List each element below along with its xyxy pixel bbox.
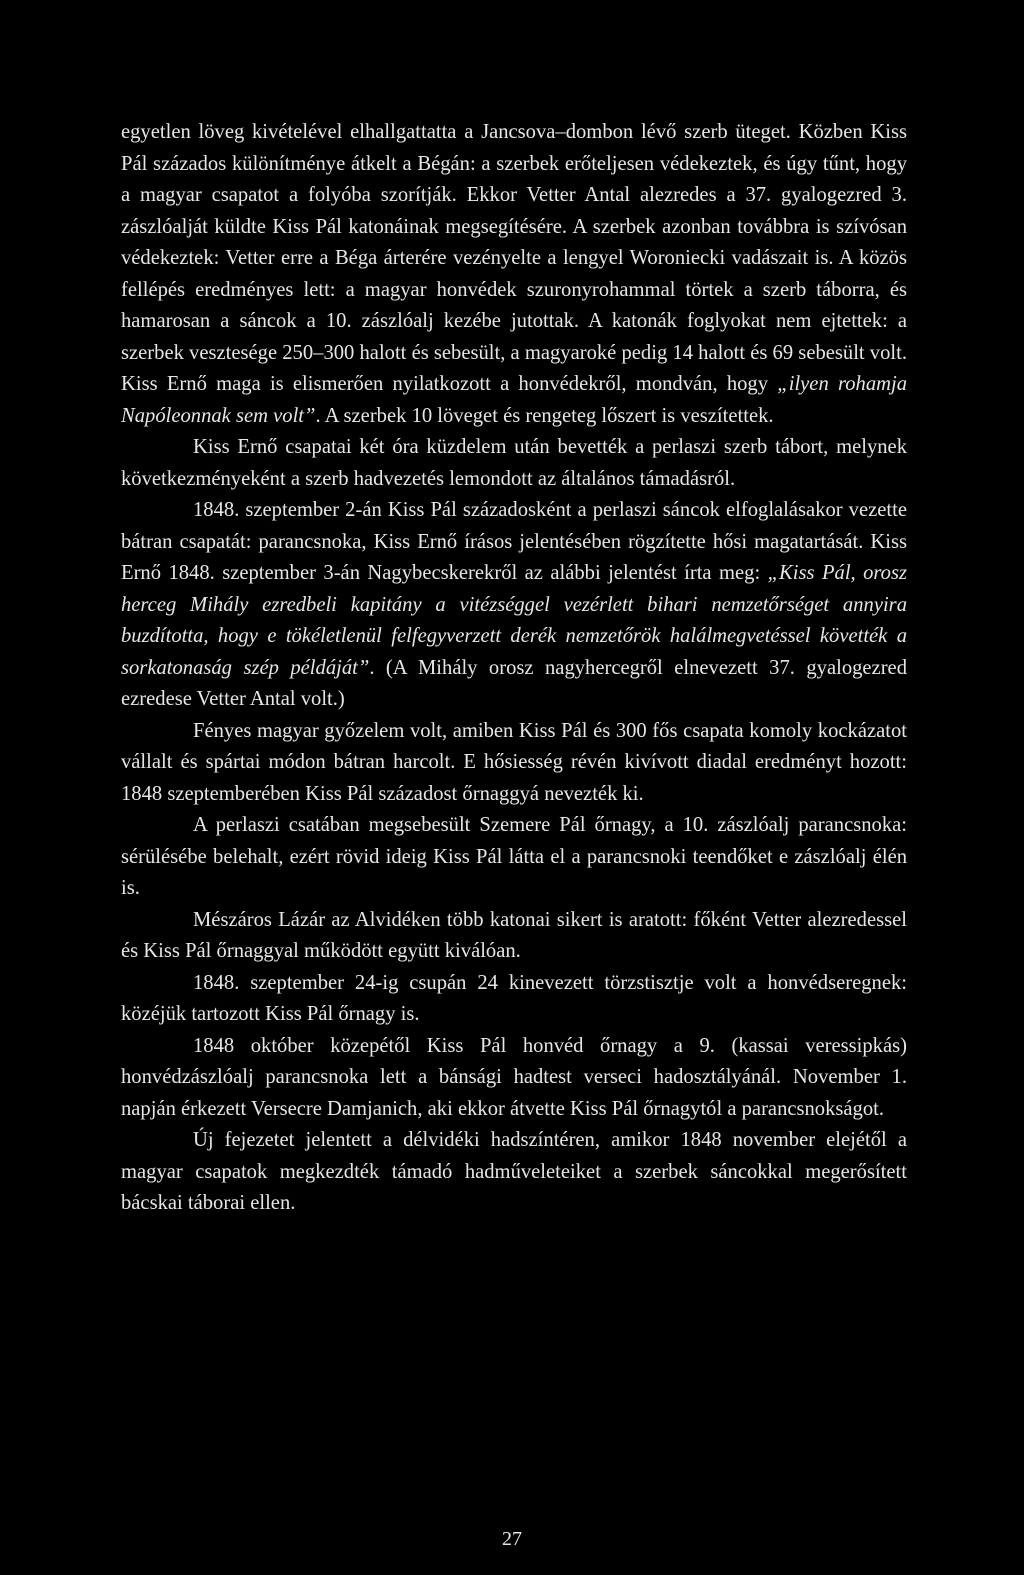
- paragraph: [121, 432, 907, 495]
- text-run: 1848. szeptember 2-án Kiss Pál századosként a perlaszi sáncok elfoglalásakor vezette bátran csapatát: parancsnoka, Kiss Ernő írásos jelentésében rögzítette hősi magatartását. Kiss Ernő 1848. szeptember 3-án Nagybecskerekről az alábbi jelentést írta meg:: [121, 499, 907, 584]
- quote-run: „Kiss Pál, orosz herceg Mihály ezredbeli kapitány a vitézséggel vezérlett bihari nemzetőrséget annyira buzdította, hogy e tökéletlenül felfegyverzett derék nemzetőrök halálmegvetéssel követték a sorkatonaság szép példáját”: [121, 562, 907, 679]
- text-run: 1848 október közepétől Kiss Pál honvéd őrnagy a 9. (kassai veressipkás) honvédzászlóalj parancsnoka lett a bánsági hadtest verseci hadosztályánál. November 1. napján érkezett Versecre Damjanich, aki ekkor átvette Kiss Pál őrnagytól a parancsnokságot.: [121, 1034, 907, 1120]
- page-body: [121, 117, 907, 1220]
- text-run: Kiss Ernő csapatai két óra küzdelem után bevették a perlaszi szerb tábort, melynek következményeként a szerb hadvezetés lemondott az általános támadásról.: [121, 436, 907, 490]
- paragraph: [121, 117, 907, 432]
- paragraph: [121, 810, 907, 905]
- paragraph: [121, 968, 907, 1031]
- text-run: Fényes magyar győzelem volt, amiben Kiss Pál és 300 fős csapata komoly kockázatot vállalt és spártai módon bátran harcolt. E hősiesség révén kivívott diadal eredményt hozott: 1848 szeptemberében Kiss Pál századost őrnaggyá nevezték ki.: [121, 719, 907, 805]
- paragraph: [121, 495, 907, 716]
- text-run: egyetlen löveg kivételével elhallgattatta a Jancsova–dombon lévő szerb üteget. Közben Kiss Pál százados különítménye átkelt a Bégán: a szerbek erőteljesen védekeztek, és úgy tűnt, hogy a magyar csapatot a folyóba szorítják. Ekkor Vetter Antal alezredes a 37. gyalogezred 3. zászlóalját küldte Kiss Pál katonáinak megsegítésére. A szerbek azonban továbbra is szívósan védekeztek: Vetter erre a Béga árterére vezényelte a lengyel Woroniecki vadászait is. A közös fellépés eredményes lett: a magyar honvédek szuronyrohammal törtek a szerb táborra, és hamarosan a sáncok a 10. zászlóalj kezébe jutottak. A katonák foglyokat nem ejtettek: a szerbek vesztesége 250–300 halott és sebesült, a magyaroké pedig 14 halott és 69 sebesült volt. Kiss Ernő maga is elismerően nyilatkozott a honvédekről, mondván, hogy: [121, 121, 907, 395]
- paragraph: [121, 1125, 907, 1220]
- paragraph: [121, 716, 907, 811]
- text-run: 1848. szeptember 24-ig csupán 24 kinevezett törzstisztje volt a honvédseregnek: közéjük tartozott Kiss Pál őrnagy is.: [121, 971, 907, 1025]
- text-run: Új fejezetet jelentett a délvidéki hadszíntéren, amikor 1848 november elejétől a magyar csapatok megkezdték támadó hadműveleteiket a szerbek sáncokkal megerősített bácskai táborai ellen.: [121, 1129, 907, 1214]
- text-run: A perlaszi csatában megsebesült Szemere Pál őrnagy, a 10. zászlóalj parancsnoka: sérülésébe belehalt, ezért rövid ideig Kiss Pál látta el a parancsnoki teendőket e zászlóalj élén is.: [121, 814, 907, 899]
- quote-run: „ilyen rohamja Napóleonnak sem volt”: [121, 373, 908, 427]
- page-number: 27: [502, 1528, 522, 1550]
- paragraph: [121, 1031, 907, 1126]
- text-run: . (A Mihály orosz nagyhercegről elnevezett 37. gyalogezred ezredese Vetter Antal volt.): [121, 656, 907, 710]
- text-run: . A szerbek 10 löveget és rengeteg lőszert is veszítettek.: [315, 404, 774, 427]
- text-run: Mészáros Lázár az Alvidéken több katonai sikert is aratott: főként Vetter alezredessel és Kiss Pál őrnaggyal működött együtt kiválóan.: [121, 908, 907, 962]
- paragraph: [121, 905, 907, 968]
